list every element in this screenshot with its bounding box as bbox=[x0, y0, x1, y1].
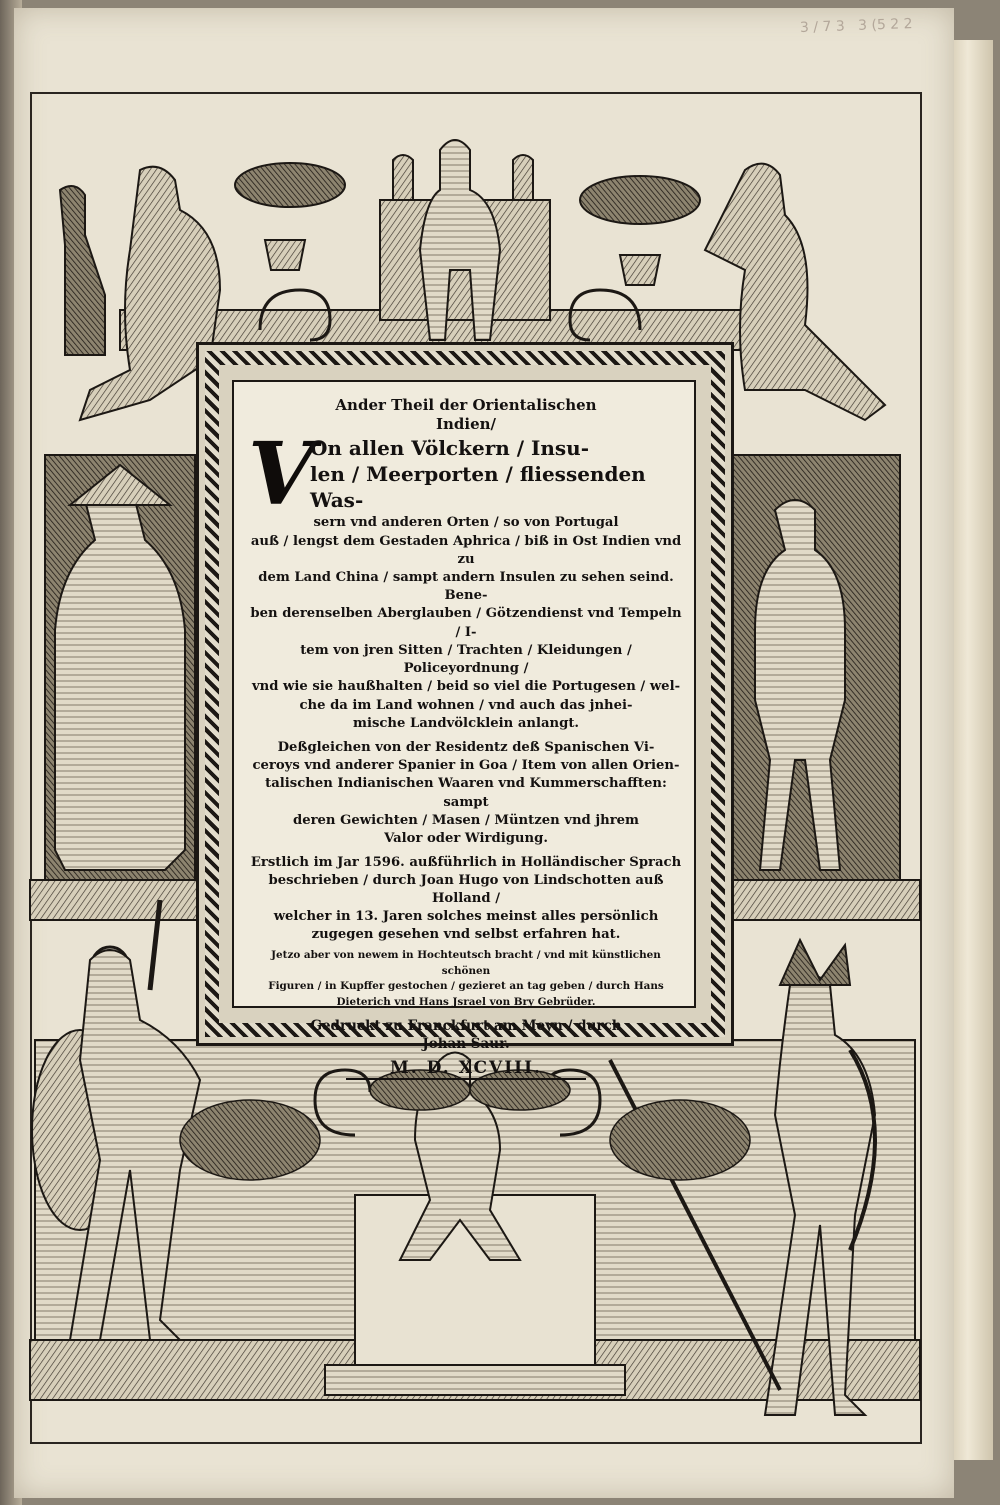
lead-line: On allen Völckern / Insu- bbox=[310, 436, 589, 461]
title-text-panel bbox=[232, 380, 696, 1078]
title-body bbox=[248, 514, 684, 733]
section3-line: zugegen gesehen vnd selbst erfahren hat. bbox=[311, 927, 621, 943]
manuscript-note: 3 / 7 3 3 (5 2 2 bbox=[799, 16, 913, 36]
publication-date: M. D. XCVIII. bbox=[346, 1058, 586, 1080]
section3-line: welcher in 13. Jaren solches meinst alles persönlich bbox=[273, 909, 659, 925]
body-line: auß / lengst dem Gestaden Aphrica / biß in Ost Indien vnd zu bbox=[250, 533, 682, 567]
section2-line: Valor oder Wirdigung. bbox=[384, 831, 548, 847]
body-line: mische Landvölcklein anlangt. bbox=[352, 715, 580, 731]
section2-line: ceroys vnd anderer Spanier in Goa / Item von allen Orien- bbox=[252, 758, 680, 774]
section4-line: Dieterich vnd Hans Jsrael von Bry Gebrüder. bbox=[336, 995, 596, 1008]
section2-line: talischen Indianischen Waaren vnd Kummerschafften: sampt bbox=[265, 776, 667, 810]
section-author bbox=[248, 854, 684, 944]
section2-line: Deßgleichen von der Residentz deß Spanischen Vi- bbox=[277, 740, 655, 755]
title-top-line: Ander Theil der Orientalischen bbox=[335, 396, 597, 414]
title-sub-line: Indien/ bbox=[435, 415, 497, 434]
imprint-line: Johan Saur. bbox=[422, 1036, 510, 1053]
body-line: che da im Land wohnen / vnd auch das jnhei- bbox=[299, 697, 633, 713]
section3-line: beschrieben / durch Joan Hugo von Lindschotten auß Holland / bbox=[268, 873, 664, 907]
body-line: dem Land China / sampt andern Insulen zu sehen seind. Bene- bbox=[258, 570, 674, 604]
section2-line: deren Gewichten / Masen / Müntzen vnd jhrem bbox=[292, 812, 639, 828]
body-line: tem von jren Sitten / Trachten / Kleidungen / Policeyordnung / bbox=[300, 642, 632, 677]
feather-headdress bbox=[780, 940, 850, 985]
body-line: vnd wie sie haußhalten / beid so viel die Portugesen / wel- bbox=[251, 679, 681, 695]
body-line: ben derenselben Aberglauben / Götzendienst vnd Tempeln / I- bbox=[250, 606, 682, 640]
imprint bbox=[248, 1017, 684, 1054]
section3-line: Erstlich im Jar 1596. außführlich in Holländischer Sprach bbox=[250, 855, 682, 871]
body-line: sern vnd anderen Orten / so von Portugal bbox=[313, 515, 619, 531]
section4-line: Jetzo aber von newem in Hochteutsch bracht / vnd mit künstlichen schönen bbox=[271, 949, 661, 977]
standing-figure-top-left bbox=[60, 186, 105, 355]
section-translation bbox=[248, 948, 684, 1010]
section-residentz bbox=[248, 739, 684, 848]
decorated-initial: V bbox=[248, 424, 315, 526]
imprint-line: Gedruckt zu Franckfurt am Meyn / durch bbox=[310, 1017, 622, 1034]
section4-line: Figuren / in Kupffer gestochen / gezieret an tag geben / durch Hans bbox=[268, 980, 664, 993]
lead-line: len / Meerporten / fliessenden Was- bbox=[310, 461, 646, 512]
lead-lines bbox=[310, 436, 684, 513]
